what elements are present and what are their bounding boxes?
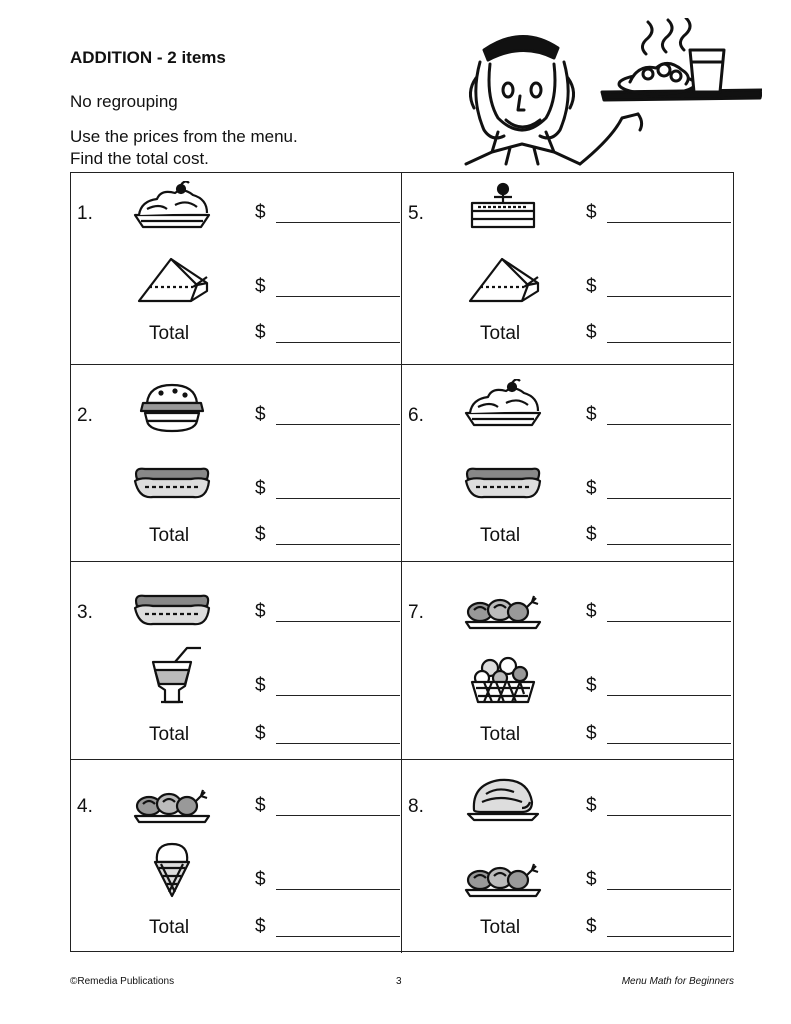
dollar-sign: $ [255, 723, 266, 744]
dollar-sign: $ [586, 795, 597, 816]
dollar-sign: $ [255, 675, 266, 696]
dollar-sign: $ [586, 675, 597, 696]
dollar-sign: $ [586, 916, 597, 937]
footer-copyright: ©Remedia Publications [70, 976, 175, 987]
total-label: Total [480, 724, 521, 745]
total-blank[interactable] [276, 526, 400, 545]
problem-number: 2. [77, 405, 93, 426]
price-line [255, 277, 400, 297]
problem-cell-2 [71, 365, 402, 562]
soda-icon [131, 646, 213, 706]
price-blank[interactable] [607, 871, 731, 890]
roast-turkey-icon [462, 772, 544, 822]
chicken-platter-icon [131, 776, 213, 826]
price-blank[interactable] [607, 406, 731, 425]
price-blank[interactable] [276, 480, 400, 499]
total-line [255, 724, 400, 744]
price-line [586, 602, 731, 622]
price-blank[interactable] [607, 603, 731, 622]
total-line [255, 525, 400, 545]
dollar-sign: $ [586, 869, 597, 890]
price-line [586, 405, 731, 425]
price-line [255, 203, 400, 223]
waitress-illustration [462, 18, 762, 166]
dollar-sign: $ [586, 404, 597, 425]
hotdog-icon [131, 584, 213, 634]
total-blank[interactable] [276, 918, 400, 937]
dollar-sign: $ [255, 916, 266, 937]
problem-cell-4 [71, 760, 402, 953]
total-blank[interactable] [276, 324, 400, 343]
total-label: Total [480, 917, 521, 938]
problem-cell-3 [71, 562, 402, 760]
hotdog-icon [131, 457, 213, 507]
problem-grid [70, 172, 734, 952]
total-blank[interactable] [607, 526, 731, 545]
dollar-sign: $ [586, 276, 597, 297]
dollar-sign: $ [586, 524, 597, 545]
price-blank[interactable] [276, 677, 400, 696]
problem-number: 8. [408, 796, 424, 817]
price-blank[interactable] [607, 797, 731, 816]
dollar-sign: $ [255, 404, 266, 425]
dollar-sign: $ [586, 601, 597, 622]
price-blank[interactable] [276, 797, 400, 816]
total-line [255, 323, 400, 343]
dollar-sign: $ [255, 202, 266, 223]
price-line [255, 870, 400, 890]
problem-number: 1. [77, 203, 93, 224]
chicken-platter-icon [462, 582, 544, 632]
problem-number: 5. [408, 203, 424, 224]
page-subtitle: No regrouping [70, 92, 178, 111]
price-blank[interactable] [276, 406, 400, 425]
ice-cream-cone-icon [131, 838, 213, 898]
dollar-sign: $ [255, 601, 266, 622]
price-blank[interactable] [607, 278, 731, 297]
total-label: Total [149, 323, 190, 344]
cake-slice-icon [462, 255, 544, 305]
price-blank[interactable] [607, 677, 731, 696]
dollar-sign: $ [255, 478, 266, 499]
dollar-sign: $ [255, 276, 266, 297]
price-blank[interactable] [607, 480, 731, 499]
price-line [586, 676, 731, 696]
cake-slice-icon [131, 255, 213, 305]
price-line [255, 676, 400, 696]
problem-cell-1 [71, 173, 402, 365]
sandwich-icon [462, 181, 544, 231]
problem-cell-8 [402, 760, 733, 953]
problem-number: 3. [77, 602, 93, 623]
dollar-sign: $ [586, 723, 597, 744]
chicken-platter-icon [462, 850, 544, 900]
dollar-sign: $ [255, 869, 266, 890]
total-label: Total [480, 525, 521, 546]
price-blank[interactable] [607, 204, 731, 223]
problem-number: 4. [77, 796, 93, 817]
problem-cell-6 [402, 365, 733, 562]
price-blank[interactable] [276, 204, 400, 223]
total-blank[interactable] [607, 918, 731, 937]
price-line [586, 796, 731, 816]
pie-slice-icon [462, 379, 544, 429]
dollar-sign: $ [586, 478, 597, 499]
total-label: Total [149, 525, 190, 546]
problem-number: 7. [408, 602, 424, 623]
total-line [586, 724, 731, 744]
fruit-basket-icon [462, 654, 544, 704]
dollar-sign: $ [586, 322, 597, 343]
price-line [255, 405, 400, 425]
total-line [255, 917, 400, 937]
total-line [586, 917, 731, 937]
dollar-sign: $ [255, 524, 266, 545]
price-line [586, 277, 731, 297]
price-line [255, 796, 400, 816]
price-line [255, 479, 400, 499]
instruction-line: Find the total cost. [70, 149, 209, 168]
instructions [70, 126, 298, 170]
price-line [255, 602, 400, 622]
dollar-sign: $ [255, 795, 266, 816]
price-blank[interactable] [276, 278, 400, 297]
instruction-line: Use the prices from the menu. [70, 127, 298, 146]
total-blank[interactable] [276, 725, 400, 744]
price-blank[interactable] [276, 603, 400, 622]
total-label: Total [480, 323, 521, 344]
price-blank[interactable] [276, 871, 400, 890]
total-label: Total [149, 917, 190, 938]
pie-slice-icon [131, 181, 213, 231]
problem-cell-7 [402, 562, 733, 760]
price-line [586, 479, 731, 499]
total-line [586, 323, 731, 343]
price-line [586, 203, 731, 223]
total-blank[interactable] [607, 324, 731, 343]
footer-page-number: 3 [396, 976, 402, 987]
dollar-sign: $ [255, 322, 266, 343]
total-label: Total [149, 724, 190, 745]
footer-book-title: Menu Math for Beginners [621, 976, 734, 987]
dollar-sign: $ [586, 202, 597, 223]
total-line [586, 525, 731, 545]
hamburger-icon [131, 383, 213, 433]
page-title: ADDITION - 2 items [70, 48, 226, 67]
hotdog-icon [462, 457, 544, 507]
problem-number: 6. [408, 405, 424, 426]
total-blank[interactable] [607, 725, 731, 744]
price-line [586, 870, 731, 890]
problem-cell-5 [402, 173, 733, 365]
